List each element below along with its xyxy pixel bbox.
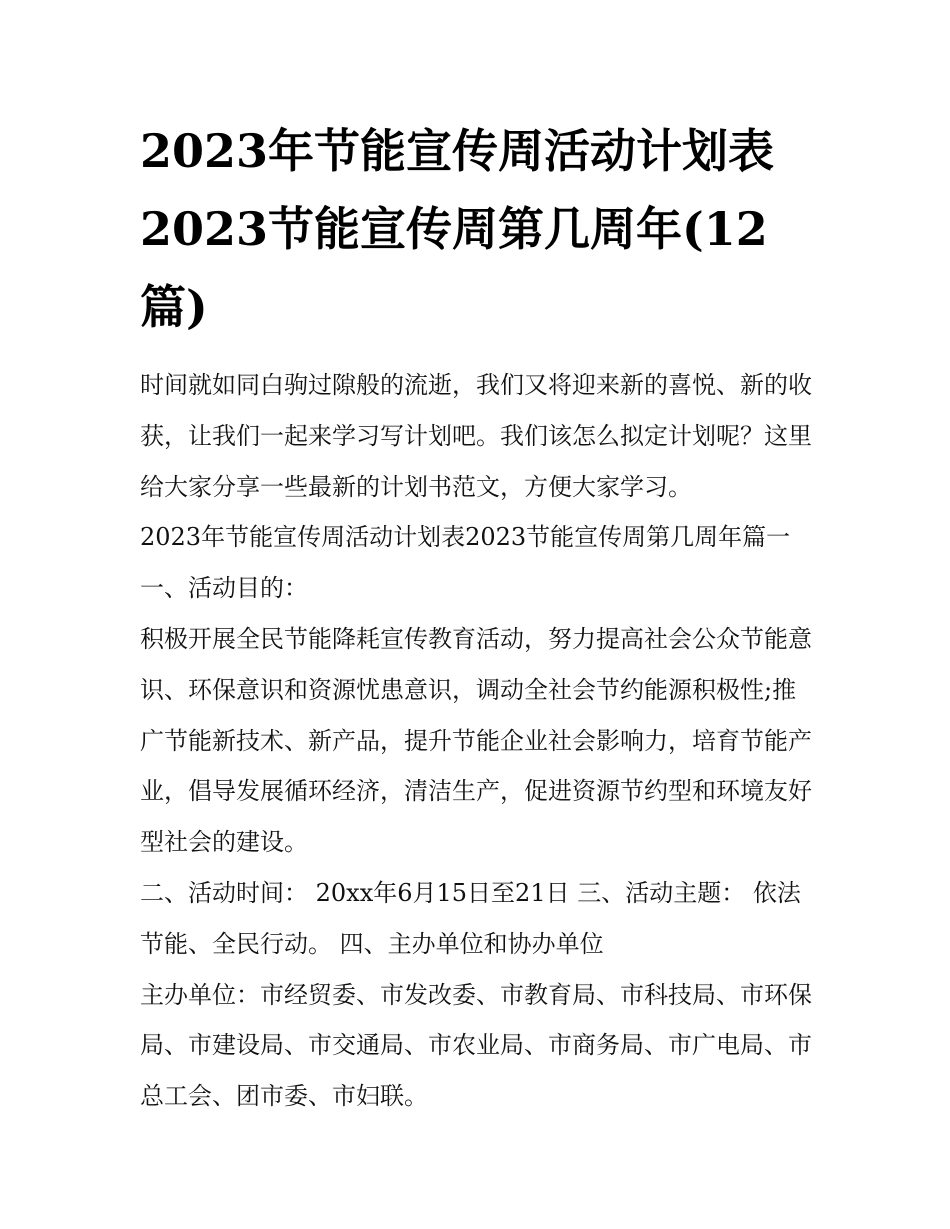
activity-time-theme: 二、活动时间： 20xx年6月15日至21日 三、活动主题： 依法节能、全民行动。 四、主办单位和协办单位 bbox=[140, 878, 801, 958]
activity-purpose-heading: 一、活动目的： bbox=[140, 574, 308, 603]
organizers-text: 主办单位：市经贸委、市发改委、市教育局、市科技局、市环保局、市建设局、市交通局、市农业局、市商务局、市广电局、市总工会、团市委、市妇联。 bbox=[140, 980, 812, 1111]
intro-paragraph: 时间就如同白驹过隙般的流逝，我们又将迎来新的喜悦、新的收获，让我们一起来学习写计划吧。我们该怎么拟定计划呢？这里给大家分享一些最新的计划书范文，方便大家学习。 bbox=[140, 371, 812, 501]
section-heading: 2023年节能宣传周活动计划表2023节能宣传周第几周年篇一 bbox=[140, 523, 791, 552]
activity-purpose-text: 积极开展全民节能降耗宣传教育活动，努力提高社会公众节能意识、环保意识和资源忧患意识，调动全社会节约能源积极性;推广节能新技术、新产品，提升节能企业社会影响力，培育节能产业，倡导发展循环经济，清洁生产，促进资源节约型和环境友好型社会的建设。 bbox=[140, 624, 812, 857]
document-page bbox=[140, 112, 815, 1122]
document-title: 2023年节能宣传周活动计划表2023节能宣传周第几周年(12篇) bbox=[140, 124, 775, 334]
